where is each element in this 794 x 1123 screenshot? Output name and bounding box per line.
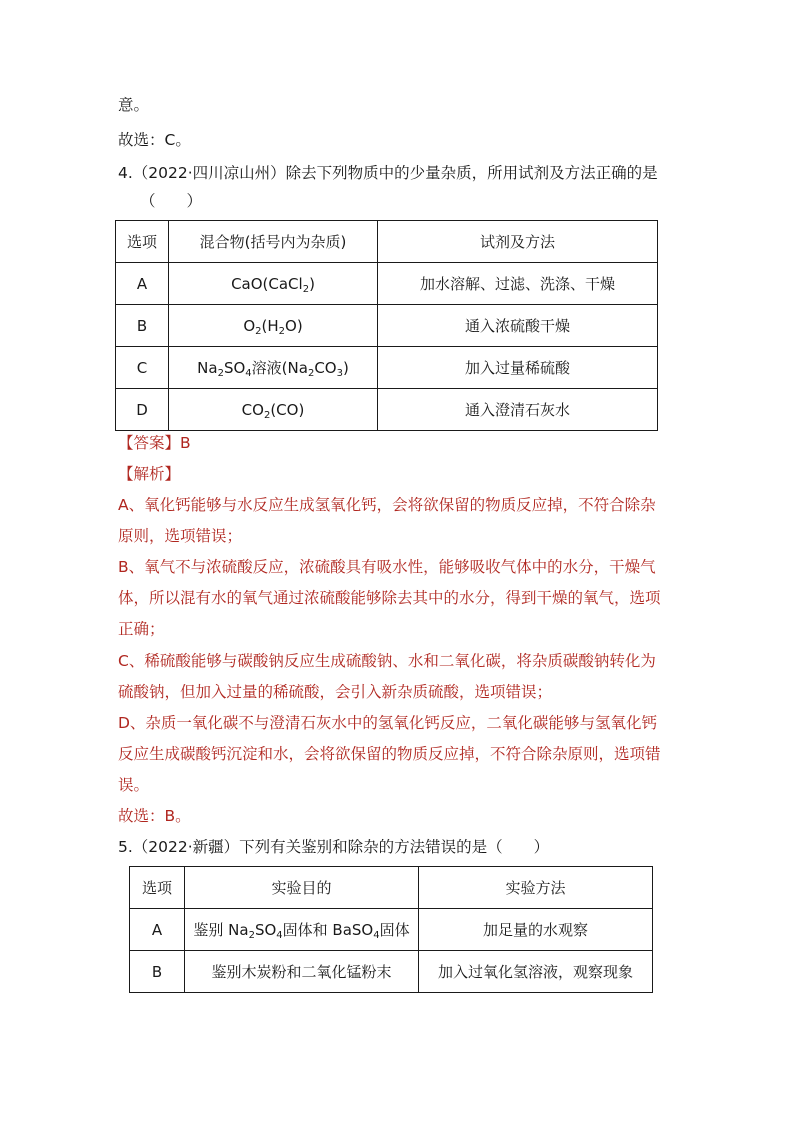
cell-option: C: [116, 347, 169, 389]
q4-analysis-line: A、氧化钙能够与水反应生成氢氧化钙，会将欲保留的物质反应掉，不符合除杂: [118, 496, 656, 514]
header-method: 实验方法: [419, 867, 653, 909]
cell-option: D: [116, 389, 169, 431]
q4-analysis-line: 原则，选项错误；: [118, 527, 243, 545]
q4-analysis-line: 硫酸钠，但加入过量的稀硫酸，会引入新杂质硫酸，选项错误；: [118, 683, 553, 701]
cell-method: 通入澄清石灰水: [378, 389, 658, 431]
q4-table: [115, 220, 658, 431]
header-option: 选项: [130, 867, 185, 909]
table-header-row: [130, 867, 653, 909]
header-option: 选项: [116, 221, 169, 263]
prev-answer: 故选：C。: [118, 131, 191, 149]
cell-option: B: [116, 305, 169, 347]
q4-analysis-line: C、稀硫酸能够与碳酸钠反应生成硫酸钠、水和二氧化碳，将杂质碳酸钠转化为: [118, 652, 656, 670]
q4-answer: 【答案】B: [118, 434, 191, 452]
cell-option: A: [130, 909, 185, 951]
cell-mixture: $O_2(H_2O)$: [169, 305, 378, 347]
table-row: [116, 263, 658, 305]
table-header-row: [116, 221, 658, 263]
cell-mixture: $CO_2(CO)$: [169, 389, 378, 431]
q5-stem: 5.（2022·新疆）下列有关鉴别和除杂的方法错误的是（ ）: [118, 838, 550, 856]
cell-method: 加水溶解、过滤、洗涤、干燥: [378, 263, 658, 305]
header-purpose: 实验目的: [185, 867, 419, 909]
cell-method: 加足量的水观察: [419, 909, 653, 951]
table-row: [130, 909, 653, 951]
cell-purpose: 鉴别 $Na_2SO_4$固体和 BaSO$_4$固体: [185, 909, 419, 951]
cell-purpose: 鉴别木炭粉和二氧化锰粉末: [185, 951, 419, 993]
q4-analysis-label: 【解析】: [118, 465, 181, 483]
header-mixture: 混合物(括号内为杂质): [169, 221, 378, 263]
cell-option: B: [130, 951, 185, 993]
cell-method: 加入过氧化氢溶液，观察现象: [419, 951, 653, 993]
cell-method: 加入过量稀硫酸: [378, 347, 658, 389]
q4-analysis-line: B、氧气不与浓硫酸反应，浓硫酸具有吸水性，能够吸收气体中的水分，干燥气: [118, 558, 656, 576]
q4-analysis-line: 正确；: [118, 620, 165, 638]
prev-tail: 意。: [118, 96, 150, 114]
cell-mixture: $Na_2SO_4$溶液$(Na_2CO_3)$: [169, 347, 378, 389]
q4-analysis-line: D、杂质一氧化碳不与澄清石灰水中的氢氧化钙反应，二氧化碳能够与氢氧化钙: [118, 714, 657, 732]
cell-option: A: [116, 263, 169, 305]
q4-analysis-line: 体，所以混有水的氧气通过浓硫酸能够除去其中的水分，得到干燥的氧气，选项: [118, 589, 661, 607]
q4-analysis-line: 误。: [118, 776, 150, 794]
table-row: [130, 951, 653, 993]
cell-method: 通入浓硫酸干燥: [378, 305, 658, 347]
table-row: [116, 347, 658, 389]
q4-conclusion: 故选：B。: [118, 807, 191, 825]
cell-mixture: CaO(CaCl$_2$): [169, 263, 378, 305]
q4-stem-line2: （ ）: [140, 192, 203, 210]
header-method: 试剂及方法: [378, 221, 658, 263]
q4-analysis-line: 反应生成碳酸钙沉淀和水，会将欲保留的物质反应掉，不符合除杂原则，选项错: [118, 745, 661, 763]
table-row: [116, 389, 658, 431]
q5-table: [129, 866, 653, 993]
table-row: [116, 305, 658, 347]
q4-stem-line1: 4.（2022·四川凉山州）除去下列物质中的少量杂质，所用试剂及方法正确的是: [118, 164, 658, 182]
